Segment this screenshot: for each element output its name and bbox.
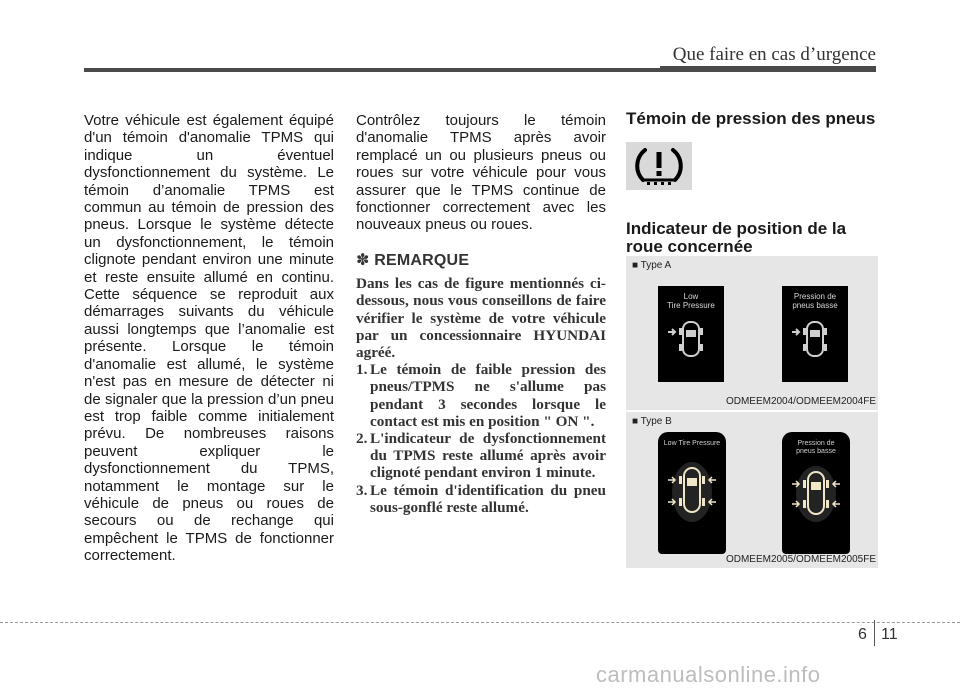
figure-label: ■ Type A xyxy=(632,260,672,271)
tpms-malfunction-paragraph: Votre véhicule est également équipé d'un témoin d'anomalie TPMS qui indique un éventuel dysfonctionnement du système. Le témoin d’anomalie TPMS est commun au témoin de pression des pneus. Lorsque le système détecte un dysfonctionnement, le témoin clignote pendant environ une minute et reste ensuite allumé en continu. Cette séquence se reproduit aux démarrages suivants du véhicule aussi longtemps que l’anomalie est présente. Lorsque le témoin d'anomalie est allumé, le système n'est pas en mesure de détecter ni de signaler que la pression d’un pneu est trop faible comme initialement prévu. De nombreuses raisons peuvent expliquer le dysfonctionnement du TPMS, notamment le montage sur le véhicule de pneus ou roues de secours ou de rechange qui empêchent le TPMS de fonctionner correctement. xyxy=(84,112,334,565)
remark-block xyxy=(356,275,606,516)
car-top-view-icon xyxy=(790,314,840,364)
tire-pressure-warning-icon xyxy=(626,142,692,190)
footer-rule xyxy=(0,622,960,623)
header-rule xyxy=(84,68,876,72)
car-top-view-icon xyxy=(788,460,844,528)
column-1 xyxy=(84,112,334,565)
panel-text: Low Tire Pressure xyxy=(663,440,721,447)
remark-list xyxy=(356,361,606,516)
remark-title: ✽ REMARQUE xyxy=(356,251,470,269)
column-3 xyxy=(626,110,878,256)
tpms-check-paragraph: Contrôlez toujours le témoin d'anomalie TPMS après avoir remplacé un ou plusieurs pneus ou roues sur votre véhicule pour vous assurer que le TPMS continue de fonctionner correctement avec les nouveaux pneus ou roues. xyxy=(356,112,606,234)
column-2 xyxy=(356,112,606,516)
remark-intro: Dans les cas de figure mentionnés ci-dessous, nous vous conseillons de faire vérifier le système de votre véhicule par un concessionnaire HYUNDAI agréé. xyxy=(356,275,606,362)
remark-item: 3. Le témoin d'identification du pneu sous-gonflé reste allumé. xyxy=(356,481,606,516)
page-number-separator xyxy=(874,620,875,646)
display-panel-french xyxy=(782,432,850,554)
figure-code: ODMEEM2004/ODMEEM2004FE xyxy=(725,396,876,407)
car-top-view-icon xyxy=(664,456,720,528)
page-number: 11 xyxy=(881,626,898,643)
chapter-number: 6 xyxy=(858,626,867,643)
panel-text: Low Tire Pressure xyxy=(667,292,715,310)
chapter-title: Que faire en cas d’urgence xyxy=(672,44,876,65)
car-top-view-icon xyxy=(666,314,716,364)
remark-item: 2. L'indicateur de dysfonctionnement du TPMS reste allumé après avoir clignoté pendant environ 1 minute. xyxy=(356,430,606,482)
figure-type-b xyxy=(626,412,878,568)
figure-code: ODMEEM2005/ODMEEM2005FE xyxy=(725,554,876,565)
figure-type-a xyxy=(626,256,878,410)
figure-label: ■ Type B xyxy=(632,416,672,427)
display-panel-english xyxy=(658,432,726,554)
tire-pressure-heading: Témoin de pression des pneus xyxy=(626,109,876,128)
display-panel-french xyxy=(782,286,848,382)
panel-text: Pression de pneus basse xyxy=(792,292,838,310)
remark-item: 1. Le témoin de faible pression des pneus/TPMS ne s'allume pas pendant 3 secondes lorsque le contact est mis en position " ON ". xyxy=(356,361,606,430)
display-panel-english xyxy=(658,286,724,382)
watermark: carmanualsonline.info xyxy=(596,662,821,687)
panel-text: Pression de pneus basse xyxy=(796,440,836,455)
wheel-position-heading: Indicateur de position de la roue concernée xyxy=(626,219,847,256)
